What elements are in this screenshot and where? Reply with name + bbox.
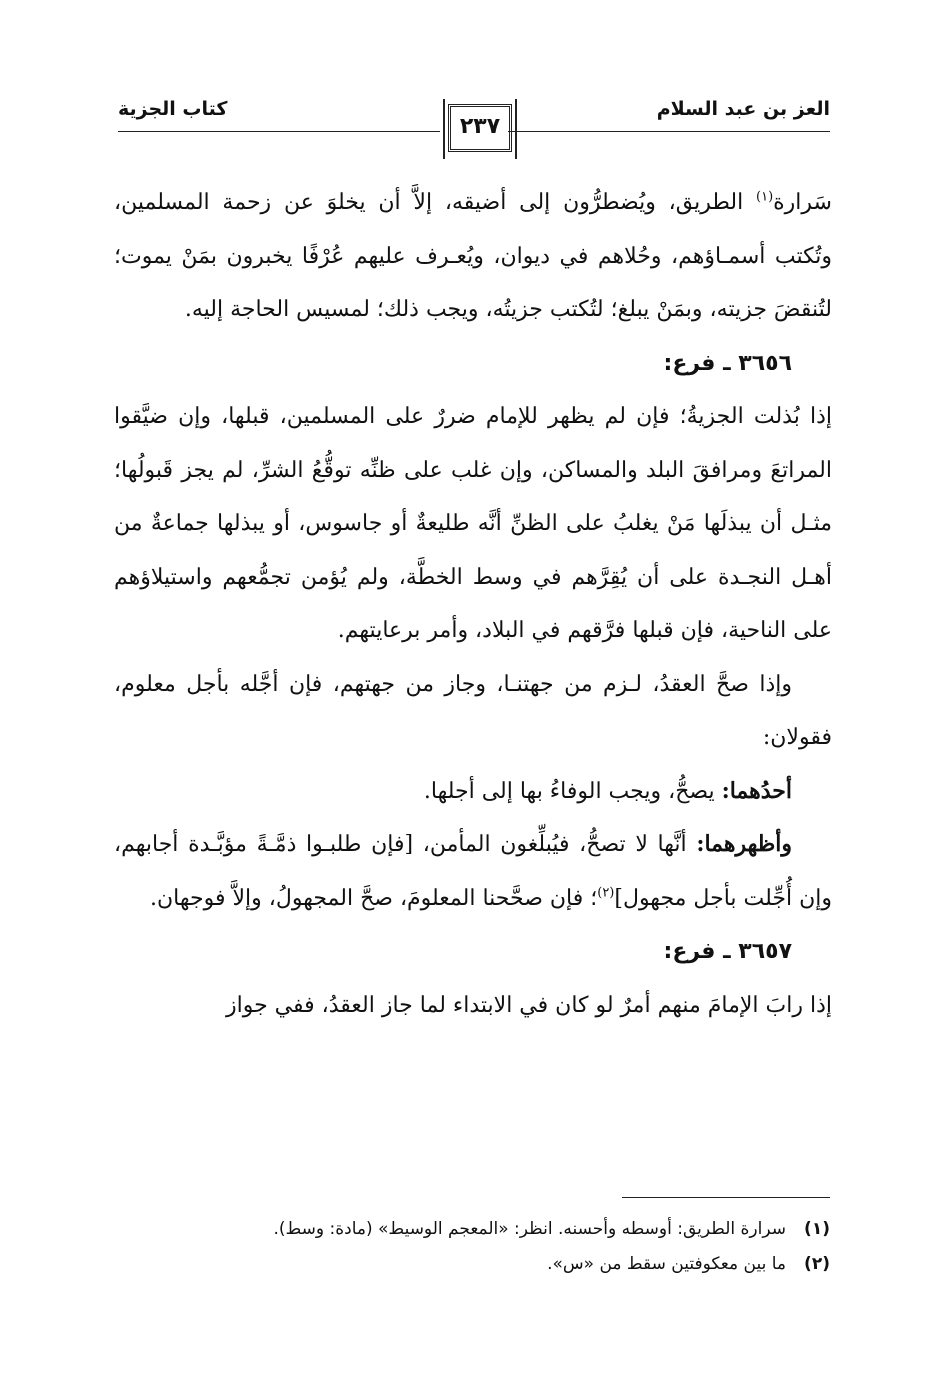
footnote bbox=[130, 1212, 830, 1247]
page-number: ٢٣٧ bbox=[448, 104, 512, 152]
footnote-text: سرارة الطريق: أوسطه وأحسنه. انظر: «المعجم الوسيط» (مادة: وسط). bbox=[273, 1219, 786, 1239]
header-rule-left bbox=[118, 131, 440, 132]
footnote-ref: (٢) bbox=[597, 885, 615, 901]
page-header bbox=[118, 88, 830, 168]
section-heading: ٣٦٥٧ ـ فرع: bbox=[663, 939, 792, 964]
paragraph: إذا بُذلت الجزيةُ؛ فإن لم يظهر للإمام ضررٌ على المسلمين، قبلها، وإن ضيَّقوا المراتعَ ومرافقَ البلد والمساكن، وإن غلب على ظنِّه توقُّعُ الشرِّ، لم يجز قَبولُها؛ مثـل أن يبذلَها مَنْ يغلبُ على الظنِّ أنَّه طليعةٌ أو جاسوس، أو يبذلها جماعةٌ من أهـل النجـدة على أن يُقِرَّهم في وسط الخطَّة، ولم يُؤمن تجمُّعهم واستيلاؤهم على الناحية، فإن قبلها فرَّقهم في البلاد، وأمر برعايتهم. bbox=[114, 404, 832, 643]
text-run: الطريق، ويُضطرُّون إلى أضيقه، إلاَّ أن يخلوَ عن زحمة المسلمين، وتُكتب أسمـاؤهم، وحُلاهم في ديوان، ويُعـرف عليهم عُرْفًا يخبرون بمَنْ يموت؛ لتُنقضَ جزيته، وبمَنْ يبلغ؛ لتُكتب جزيتُه، ويجب ذلك؛ لمسيس الحاجة إليه. bbox=[114, 190, 832, 322]
paragraph bbox=[114, 765, 832, 819]
paragraph: إذا رابَ الإمامَ منهم أمرٌ لو كان في الابتداء لما جاز العقدُ، ففي جواز bbox=[225, 992, 832, 1018]
footnotes bbox=[130, 1212, 830, 1282]
paragraph bbox=[114, 818, 832, 925]
text-run: يصحُّ، ويجب الوفاءُ بها إلى أجلها. bbox=[423, 778, 722, 804]
paragraph bbox=[114, 176, 832, 337]
footnote-number: (٢) bbox=[804, 1254, 830, 1274]
main-text bbox=[114, 176, 832, 1032]
footnote-text: ما بين معكوفتين سقط من «س». bbox=[547, 1254, 786, 1274]
text-run: سَرارة bbox=[773, 190, 832, 215]
paragraph: وإذا صحَّ العقدُ، لـزم من جهتنـا، وجاز من جهتهم، فإن أجَّله بأجل معلوم، فقولان: bbox=[114, 671, 832, 750]
bold-term: أحدُهما: bbox=[721, 777, 792, 804]
text-run: ؛ فإن صحَّحنا المعلومَ، صحَّ المجهولُ، وإلاَّ فوجهان. bbox=[150, 885, 598, 911]
text-run: أنَّها لا تصحُّ، فيُبلِّغون المأمن، [فإن طلبـوا ذمَّـةً مؤبَّـدة أجابهم، وإن أُجِّلت بأجل مجهول] bbox=[114, 832, 832, 911]
running-head-book: كتاب الجزية bbox=[118, 98, 228, 120]
footnote-ref: (١) bbox=[756, 189, 774, 205]
footnote-separator bbox=[622, 1197, 830, 1198]
footnote bbox=[130, 1247, 830, 1282]
bold-term: وأظهرهما: bbox=[696, 831, 792, 857]
section-heading: ٣٦٥٦ ـ فرع: bbox=[663, 350, 792, 376]
running-head-author: العز بن عبد السلام bbox=[656, 98, 830, 120]
footnote-number: (١) bbox=[804, 1219, 830, 1239]
header-rule-right bbox=[508, 131, 830, 132]
